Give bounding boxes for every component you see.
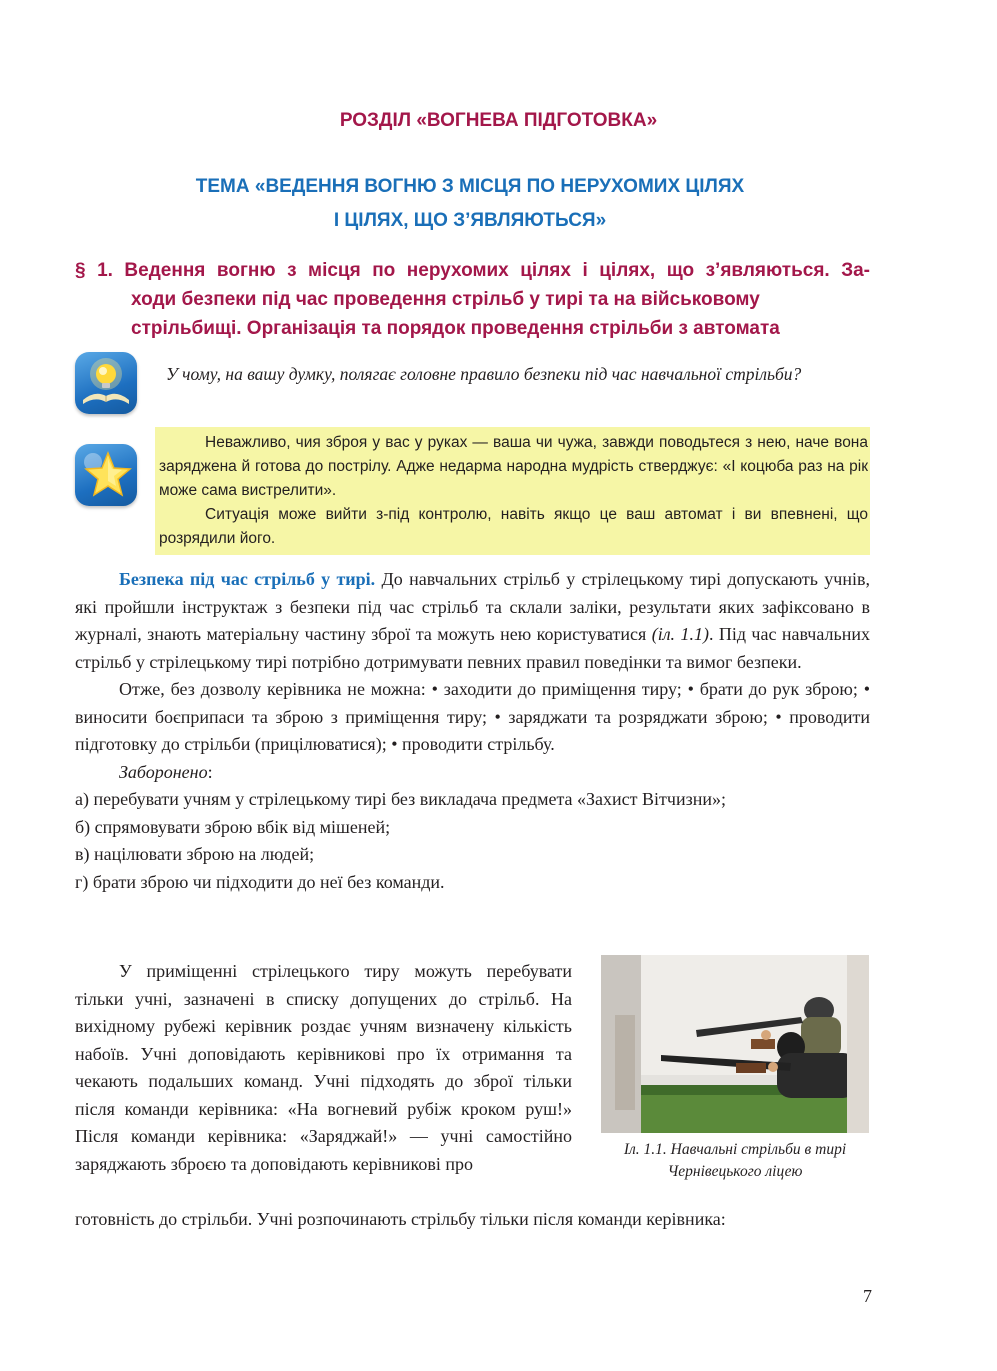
safety-note-box — [155, 427, 870, 555]
figure-caption — [601, 1139, 869, 1183]
body-paragraph-1-text-a: До навчальних стрільб у стрілецькому тирі допускають учнів, які пройшли інструктаж з безпеки під час стрільб та склали заліки, результати яких зафіксовано в журналі, знають матеріальну частину зброї та можуть нею користуватися — [75, 569, 870, 644]
safety-note-paragraph-2: Ситуація може вийти з-під контролю, навіть якщо це ваш автомат і ви впевнені, що розрядили його. — [159, 506, 868, 547]
topic-title-line2: І ЦІЛЯХ, ЩО З’ЯВЛЯЮТЬСЯ» — [333, 210, 607, 231]
page-number: 7 — [863, 1286, 872, 1306]
forbidden-colon: : — [207, 761, 213, 782]
list-item: а) перебувати учням у стрілецькому тирі без викладача предмета «Захист Вітчизни»; — [75, 789, 726, 809]
figure-reference: (іл. 1.1) — [651, 624, 709, 644]
lead-in-heading: Безпека під час стрільб у тирі. — [119, 569, 376, 589]
body-paragraph-3 — [75, 958, 572, 1178]
forbidden-label-line — [75, 759, 870, 787]
safety-note-paragraph-1: Неважливо, чия зброя у вас у руках — ваша чи чужа, завжди поводьтеся з нею, наче вона заряджена й готова до пострілу. Адже недарма народна мудрість стверджує: «І коцюба раз на рік може сама вистрелити». — [159, 434, 868, 499]
question-text: У чому, на вашу думку, полягає головне правило безпеки під час навчальної стрільби? — [166, 364, 802, 384]
list-item: г) брати зброю чи підходити до неї без команди. — [75, 871, 445, 892]
figure-caption-line1: Іл. 1.1. Навчальні стрільби в тирі — [623, 1141, 847, 1158]
star-icon — [75, 444, 137, 506]
figure-photo — [601, 955, 869, 1133]
paragraph-heading-line2: ходи безпеки під час проведення стрільб у тирі та на військовому — [131, 289, 760, 310]
body-paragraph-3-end-text: готовність до стрільби. Учні розпочинають стрільбу тільки після команди керівника: — [75, 1209, 726, 1229]
body-paragraph-3-end — [75, 1206, 870, 1234]
section-title: РОЗДІЛ «ВОГНЕВА ПІДГОТОВКА» — [339, 110, 658, 131]
list-item: в) націлювати зброю на людей; — [75, 844, 315, 864]
figure-caption-line2: Чернівецького ліцею — [667, 1163, 803, 1180]
body-paragraph-3-text: У приміщенні стрілецького тиру можуть перебувати тільки учні, зазначені в списку допущених до стрільб. На вихідному рубежі керівник роздає учням визначену кількість набоїв. Учні доповідають керівникові про їх отримання та чекають подальших команд. Учні підходять до зброї тільки після команди керівника: «На вогневий рубіж кроком руш!» Після команди керівника: «Заряджай!» — учні самостійно заряджають зброєю та доповідають керівникові про — [75, 961, 572, 1174]
list-item: б) спрямовувати зброю вбік від мішеней; — [75, 816, 391, 837]
topic-title — [0, 170, 940, 238]
paragraph-heading-line3: стрільбищі. Організація та порядок проведення стрільби з автомата — [131, 318, 780, 339]
forbidden-label: Заборонено — [119, 761, 208, 782]
body-paragraph-1 — [75, 566, 870, 676]
paragraph-heading — [75, 256, 870, 343]
body-text — [75, 566, 870, 896]
body-paragraph-2: Отже, без дозволу керівника не можна: • заходити до приміщення тиру; • брати до рук зброю; • виносити боєприпаси та зброю з приміщення тиру; • заряджати та розряджати зброю; • проводити підготовку до стрільби (прицілюватися); • проводити стрільбу. — [75, 679, 870, 754]
body-paragraph-1-text-b: . Під час навчальних стрільб у стрілецькому тирі потрібно дотримувати певних правил поведінки та вимог безпеки. — [75, 624, 870, 672]
topic-title-line1: ТЕМА «ВЕДЕННЯ ВОГНЮ З МІСЦЯ ПО НЕРУХОМИХ ЦІЛЯХ — [195, 176, 745, 197]
lightbulb-book-icon — [75, 352, 137, 414]
paragraph-heading-line1: § 1. Ведення вогню з місця по нерухомих цілях і цілях, що з’являються. За- — [75, 260, 870, 281]
